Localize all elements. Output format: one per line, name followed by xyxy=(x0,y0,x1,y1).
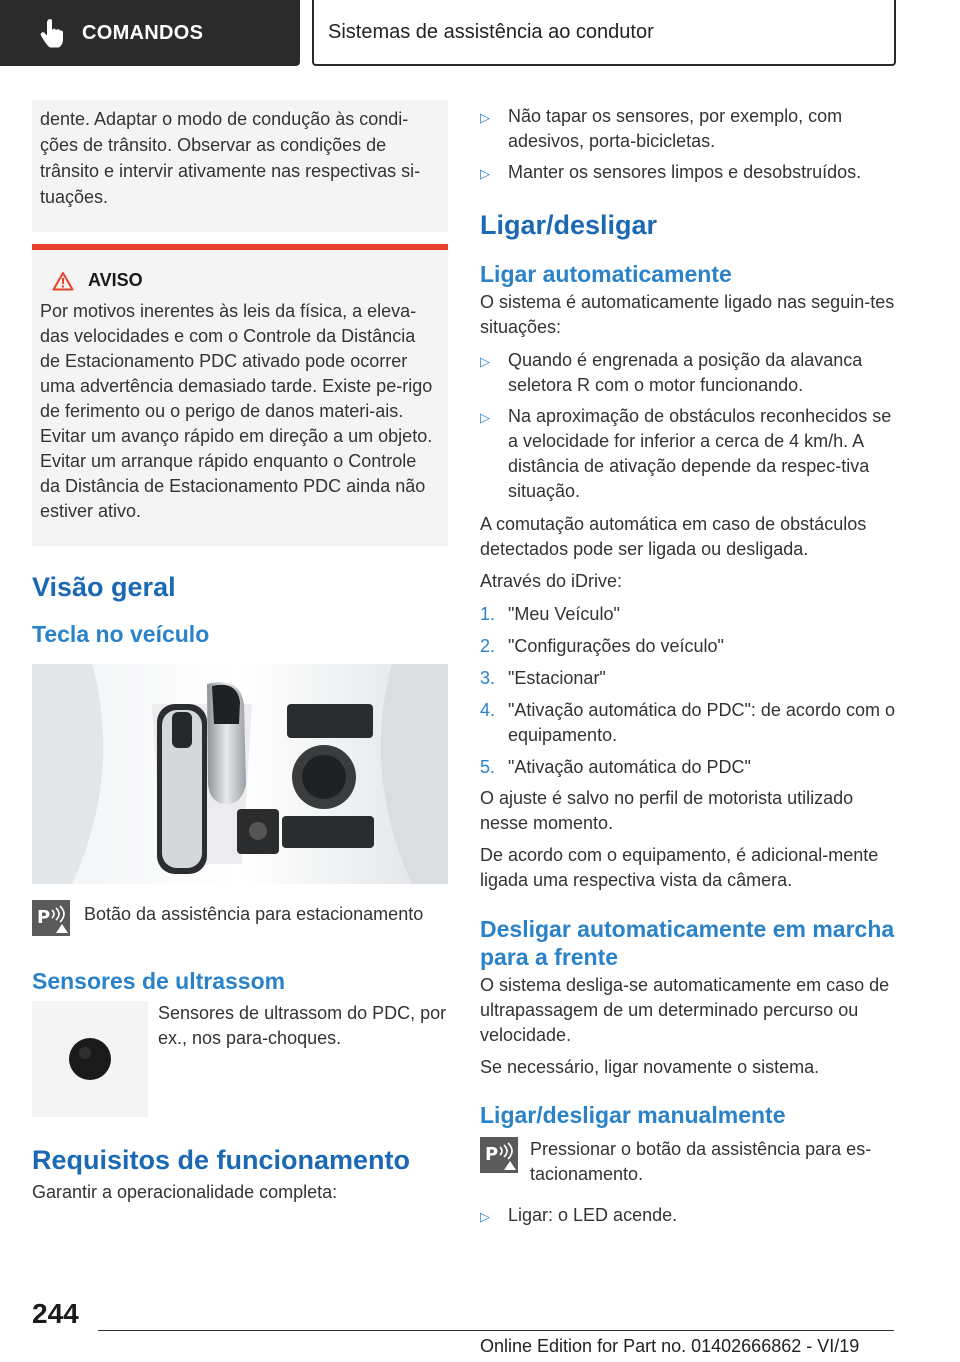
continued-note: dente. Adaptar o modo de condução às condi-ções de trânsito. Observar as condições de trânsito e intervir ativamente nas respectivas si-tuações. xyxy=(32,100,448,232)
bullet-triangle-icon: ▷ xyxy=(480,1209,490,1224)
idrive-text: Através do iDrive: xyxy=(480,571,623,591)
list-item: ▷ Manter os sensores limpos e desobstruídos. xyxy=(480,160,900,186)
footer-divider xyxy=(98,1330,894,1331)
parking-assistant-icon xyxy=(32,900,70,936)
right-column xyxy=(480,100,900,1229)
heading-button-in-vehicle: Tecla no veículo xyxy=(32,621,210,647)
warning-box xyxy=(32,244,448,546)
steps-list xyxy=(480,602,900,780)
center-console-photo xyxy=(32,664,448,884)
chapter-tab-label: COMANDOS xyxy=(82,21,204,44)
heading-auto-on: Ligar automaticamente xyxy=(480,261,732,287)
sensor-image xyxy=(32,1001,148,1117)
auto-on-text: O sistema é automaticamente ligado nas seguin-tes situações: xyxy=(480,292,895,337)
parking-assistant-icon xyxy=(480,1137,518,1173)
list-item: 2. "Configurações do veículo" xyxy=(480,636,724,656)
list-item: ▷ Quando é engrenada a posição da alavanca seletora R com o motor funcionando. xyxy=(480,348,900,398)
list-item: ▷ Ligar: o LED acende. xyxy=(480,1203,900,1229)
hand-pointer-icon xyxy=(34,15,70,51)
heading-auto-off: Desligar automaticamente em marcha para a frente xyxy=(480,916,895,970)
warning-title xyxy=(40,268,440,293)
left-column xyxy=(32,100,448,1205)
manual-row xyxy=(480,1137,900,1187)
button-caption-row xyxy=(32,900,448,936)
heading-requirements: Requisitos de funcionamento xyxy=(32,1145,411,1175)
page-header xyxy=(0,0,960,70)
reactivate-text: Se necessário, ligar novamente o sistema. xyxy=(480,1057,820,1077)
heading-manual: Ligar/desligar manualmente xyxy=(480,1102,786,1128)
heading-ultrasonic-sensors: Sensores de ultrassom xyxy=(32,968,286,994)
bullet-triangle-icon: ▷ xyxy=(480,166,490,181)
bullet-triangle-icon: ▷ xyxy=(480,110,490,125)
list-item: 4. "Ativação automática do PDC": de acordo com o equipamento. xyxy=(480,700,895,745)
chapter-tab xyxy=(0,0,300,66)
svg-text:P: P xyxy=(37,907,51,928)
heading-on-off: Ligar/desligar xyxy=(480,210,658,240)
svg-text:P: P xyxy=(485,1144,499,1165)
list-item: 5. "Ativação automática do PDC" xyxy=(480,757,751,777)
list-item: ▷ Não tapar os sensores, por exemplo, com adesivos, porta-bicicletas. xyxy=(480,104,900,154)
button-caption: Botão da assistência para estacionamento xyxy=(84,904,424,924)
sensors-text: Sensores de ultrassom do PDC, por ex., nos para-choques. xyxy=(158,1003,447,1048)
warning-title-text: AVISO xyxy=(88,270,143,290)
requirements-text: Garantir a operacionalidade completa: xyxy=(32,1182,338,1202)
list-item: 3. "Estacionar" xyxy=(480,668,606,688)
bullet-triangle-icon: ▷ xyxy=(480,410,490,425)
warning-triangle-icon xyxy=(52,271,74,291)
camera-text: De acordo com o equipamento, é adicional-mente ligada uma respectiva vista da câmera. xyxy=(480,845,879,890)
section-title: Sistemas de assistência ao condutor xyxy=(312,0,896,66)
saved-text: O ajuste é salvo no perfil de motorista utilizado nesse momento. xyxy=(480,788,854,833)
manual-text: Pressionar o botão da assistência para es-tacionamento. xyxy=(530,1139,872,1184)
auto-off-text: O sistema desliga-se automaticamente em caso de ultrapassagem de um determinado percurso ou velocidade. xyxy=(480,975,890,1045)
edition-text: Online Edition for Part no. 01402666862 - VI/19 xyxy=(480,1336,860,1356)
page-number: 244 xyxy=(32,1298,79,1329)
warning-text: Por motivos inerentes às leis da física, a eleva-das velocidades e com o Controle da Distância de Estacionamento PDC ativado pode ocorrer uma advertência demasiado tarde. Existe pe-rigo de ferimento ou o perigo de danos materi-ais. Evitar um avanço rápido em direção a um objeto. Evitar um arranque rápido enquanto o Controle da Distância de Estacionamento PDC ainda não estiver ativo. xyxy=(40,301,433,521)
list-item: ▷ Na aproximação de obstáculos reconhecidos se a velocidade for inferior a cerca de 4 km/h. A distância de ativação depende da respec-tiva situação. xyxy=(480,404,900,504)
heading-overview: Visão geral xyxy=(32,572,176,602)
bullet-triangle-icon: ▷ xyxy=(480,354,490,369)
list-item: 1. "Meu Veículo" xyxy=(480,604,620,624)
sensors-row xyxy=(32,1001,448,1117)
switching-text: A comutação automática em caso de obstáculos detectados pode ser ligada ou desligada. xyxy=(480,514,867,559)
